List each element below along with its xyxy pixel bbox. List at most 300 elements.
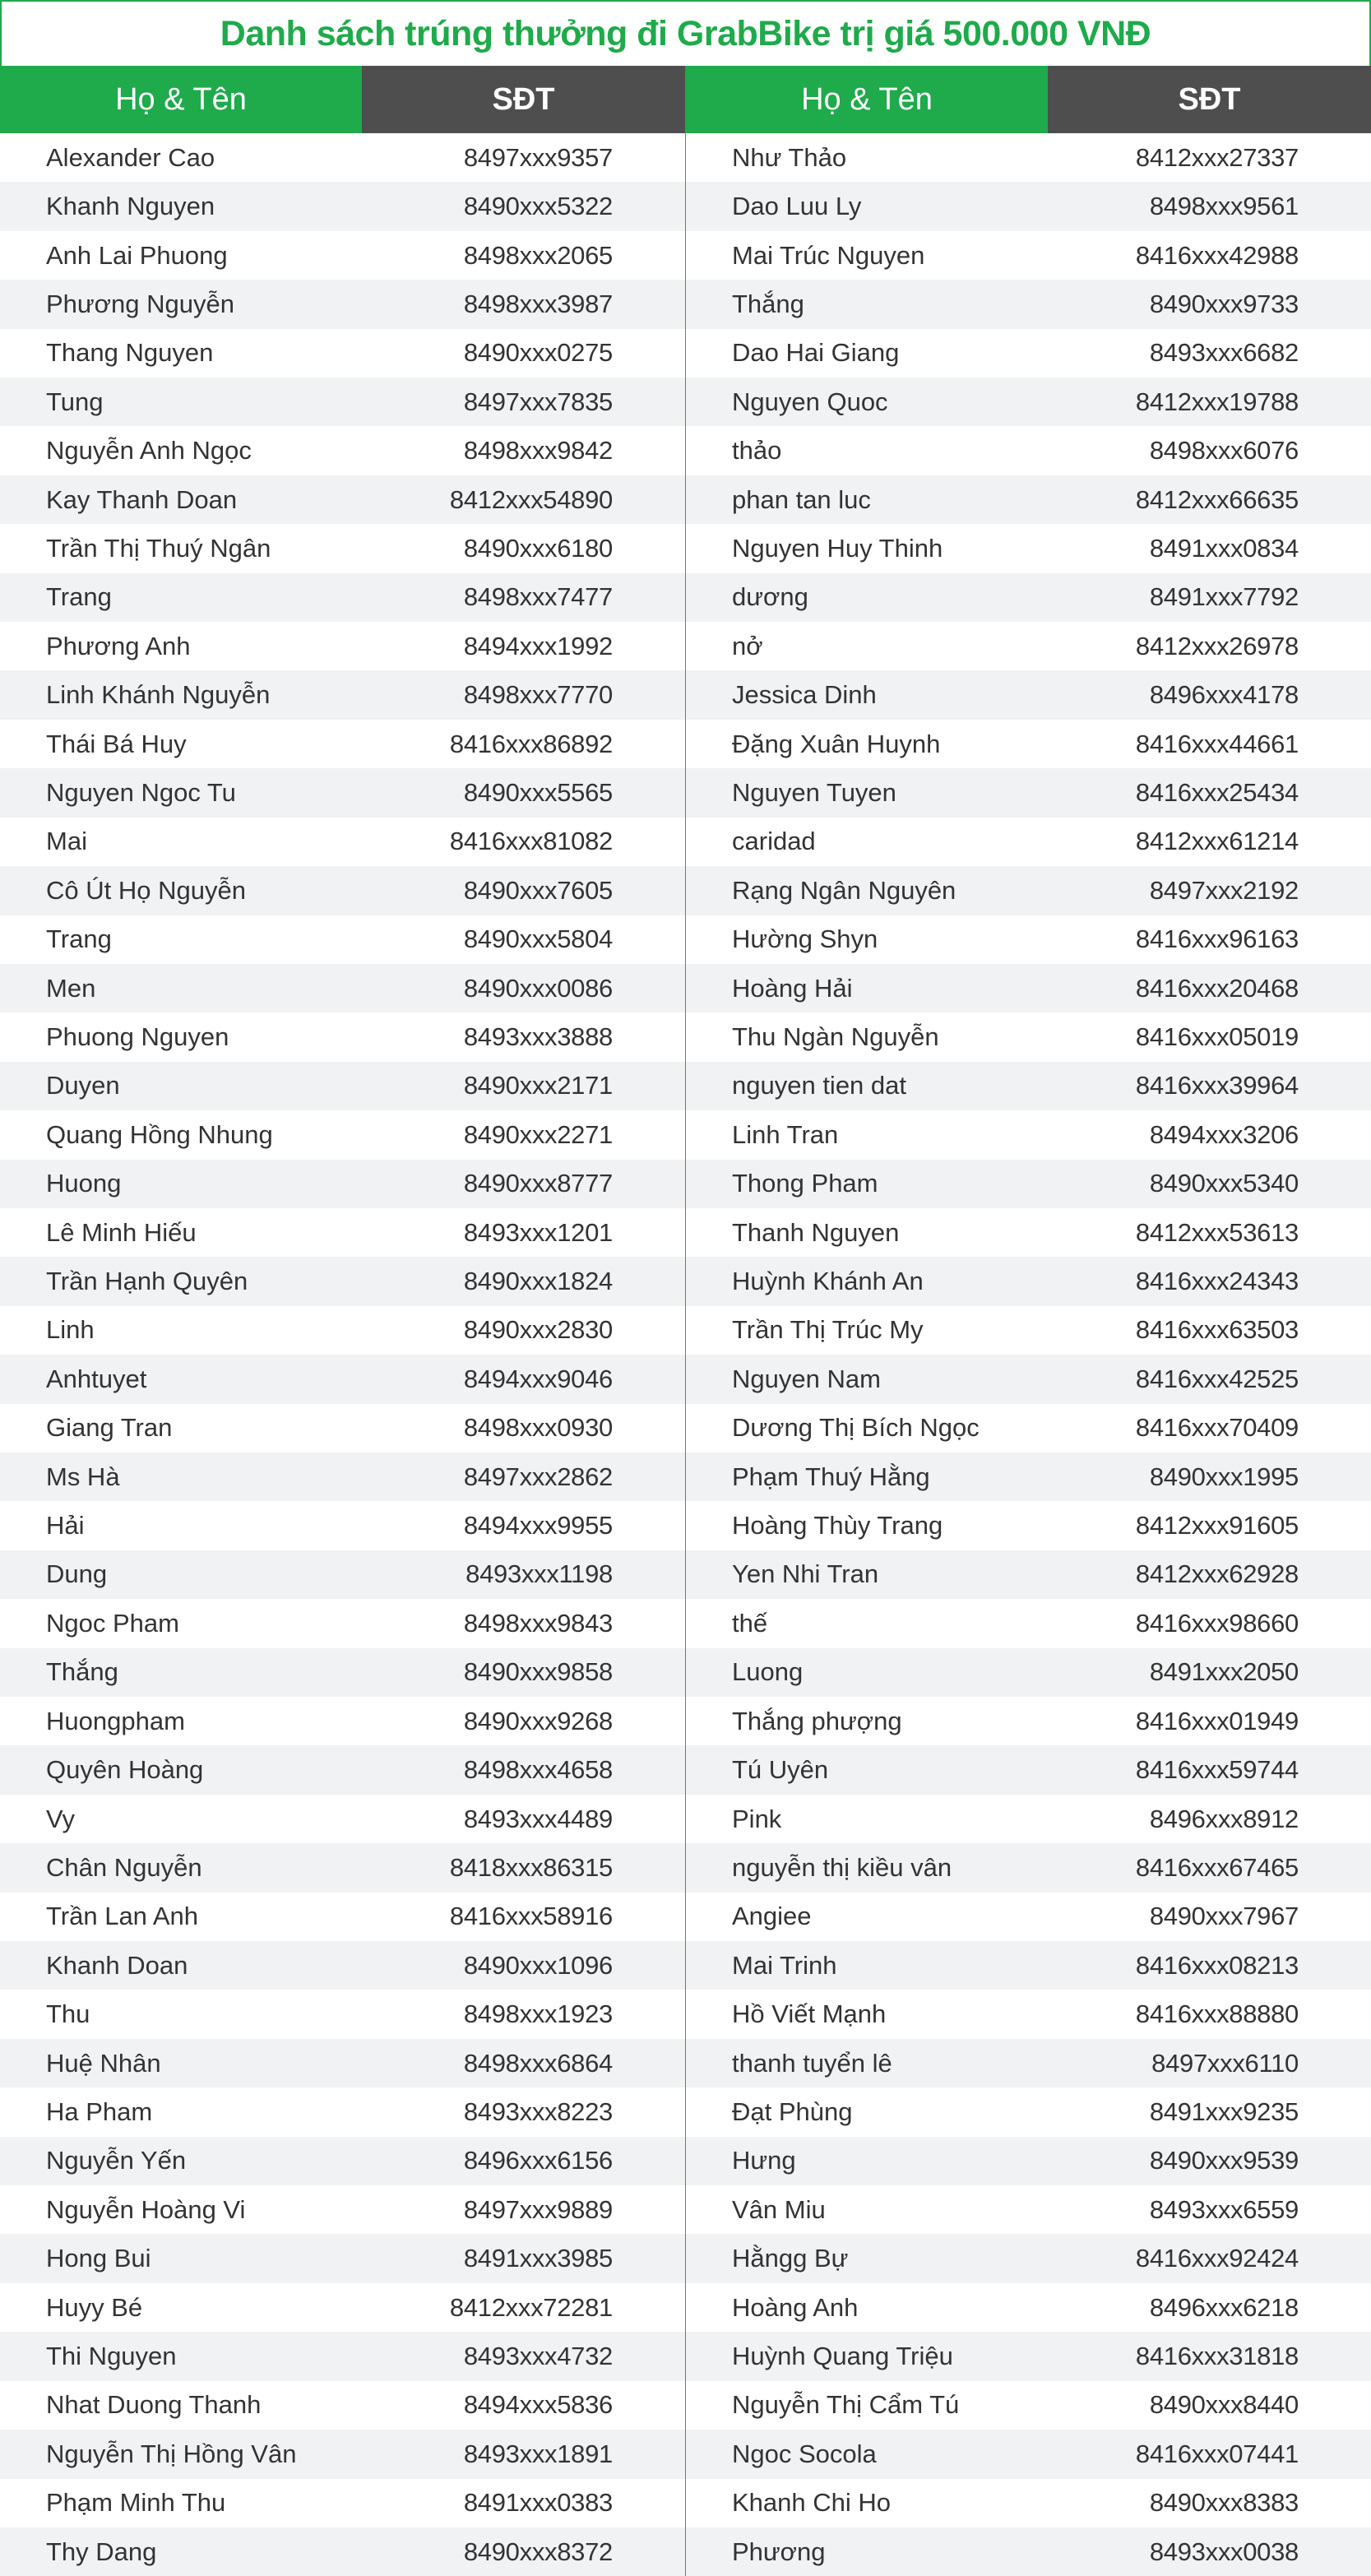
winner-phone: 8496xxx6156 [463, 2146, 613, 2175]
winner-phone: 8491xxx9235 [1149, 2096, 1299, 2126]
winner-name: Mai Trúc Nguyen [732, 240, 925, 270]
winner-name: Trần Hạnh Quyên [46, 1267, 248, 1296]
table-row [686, 2283, 1371, 2332]
winner-name: Thanh Nguyen [732, 1217, 900, 1247]
left-table [0, 66, 685, 2576]
winner-phone: 8412xxx66635 [1135, 484, 1299, 514]
table-row [0, 915, 685, 964]
winner-name: Phương Anh [46, 631, 191, 660]
winner-phone: 8490xxx0086 [463, 973, 613, 1003]
table-row [0, 1990, 685, 2038]
table-row [686, 2185, 1371, 2234]
winner-name: Anh Lai Phuong [46, 240, 228, 270]
winner-phone: 8494xxx1992 [463, 631, 613, 660]
winner-phone: 8493xxx4489 [463, 1804, 613, 1833]
winner-name: Cô Út Họ Nguyễn [46, 875, 246, 905]
table-row [686, 2234, 1371, 2282]
table-row [686, 1257, 1371, 1305]
winner-phone: 8412xxx61214 [1135, 827, 1299, 856]
winner-name: Hồ Viết Mạnh [732, 1999, 887, 2029]
winner-phone: 8416xxx31818 [1135, 2341, 1299, 2370]
table-row [686, 1110, 1371, 1159]
winner-phone: 8498xxx4658 [463, 1755, 613, 1785]
table-row [0, 2137, 685, 2185]
table-row [0, 1893, 685, 1941]
winner-phone: 8490xxx6180 [463, 533, 613, 563]
winner-phone: 8493xxx1198 [465, 1559, 613, 1589]
winner-name: Vy [46, 1804, 76, 1833]
table-row [686, 378, 1371, 426]
table-row [686, 2527, 1371, 2576]
winner-name: Dao Luu Ly [732, 192, 862, 221]
winner-phone: 8416xxx24343 [1135, 1267, 1299, 1296]
winner-phone: 8491xxx3985 [463, 2244, 613, 2273]
table-row [686, 622, 1371, 670]
winner-name: Hong Bui [46, 2244, 151, 2273]
winner-phone: 8490xxx2271 [463, 1119, 613, 1149]
winner-name: Huyy Bé [46, 2292, 143, 2322]
table-row [686, 2332, 1371, 2380]
table-row [0, 280, 685, 328]
winner-phone: 8490xxx7967 [1149, 1902, 1299, 1931]
winner-phone: 8497xxx2862 [463, 1462, 613, 1491]
winner-name: dương [732, 582, 808, 612]
table-row [0, 475, 685, 524]
winner-name: Anhtuyet [46, 1364, 147, 1393]
winner-name: Quyên Hoàng [46, 1755, 204, 1785]
winner-name: Huỳnh Khánh An [732, 1267, 924, 1296]
table-row [0, 2283, 685, 2332]
winner-phone: 8490xxx1995 [1149, 1462, 1299, 1491]
winner-name: Dung [46, 1559, 108, 1589]
winner-phone: 8490xxx8777 [463, 1169, 613, 1198]
winner-name: Tú Uyên [732, 1755, 829, 1785]
table-row [0, 1501, 685, 1550]
winner-phone: 8416xxx67465 [1135, 1852, 1299, 1882]
table-row [0, 2381, 685, 2430]
table-row [686, 133, 1371, 182]
winner-phone: 8412xxx53613 [1135, 1217, 1299, 1247]
winner-phone: 8416xxx25434 [1135, 777, 1299, 807]
winner-phone: 8416xxx44661 [1135, 729, 1299, 758]
winner-name: Thong Pham [732, 1169, 878, 1198]
table-row [686, 1745, 1371, 1794]
winner-phone: 8494xxx3206 [1149, 1119, 1299, 1149]
winner-phone: 8491xxx0834 [1149, 533, 1299, 563]
table-row [0, 329, 685, 378]
column-header-name: Họ & Tên [0, 66, 362, 133]
winner-name: Mai Trinh [732, 1950, 837, 1980]
winner-name: Quang Hồng Nhung [46, 1119, 273, 1149]
winner-name: Thi Nguyen [46, 2341, 177, 2370]
winner-phone: 8416xxx92424 [1135, 2244, 1299, 2273]
winner-name: Trần Lan Anh [46, 1902, 198, 1931]
table-row [0, 1306, 685, 1355]
winner-phone: 8498xxx1923 [463, 1999, 613, 2029]
winner-phone: 8493xxx1201 [463, 1217, 613, 1247]
winner-name: Huỳnh Quang Triệu [732, 2341, 953, 2370]
winner-name: Thang Nguyen [46, 338, 214, 368]
table-row [0, 2527, 685, 2576]
table-row [0, 2087, 685, 2136]
table-row [0, 818, 685, 866]
winner-name: Nguyễn Anh Ngọc [46, 436, 252, 466]
table-row [0, 231, 685, 280]
winner-phone: 8498xxx2065 [463, 240, 613, 270]
winner-name: thảo [732, 436, 782, 466]
winner-phone: 8496xxx6218 [1149, 2292, 1299, 2322]
winner-phone: 8412xxx26978 [1135, 631, 1299, 660]
table-row [0, 378, 685, 426]
winner-name: Nguyễn Thị Cẩm Tú [732, 2390, 960, 2420]
winner-name: Yen Nhi Tran [732, 1559, 879, 1589]
winner-phone: 8416xxx63503 [1135, 1315, 1299, 1345]
winner-name: Thu Ngàn Nguyễn [732, 1022, 939, 1052]
table-row [0, 1208, 685, 1257]
winner-name: Hoàng Hải [732, 973, 853, 1003]
winner-phone: 8490xxx9539 [1149, 2146, 1299, 2175]
winner-phone: 8498xxx0930 [463, 1413, 613, 1443]
table-row [686, 1501, 1371, 1550]
table-row [686, 915, 1371, 964]
winner-phone: 8416xxx08213 [1135, 1950, 1299, 1980]
table-row [0, 720, 685, 768]
table-row [0, 1697, 685, 1745]
winner-phone: 8498xxx3987 [463, 289, 613, 318]
table-row [686, 1355, 1371, 1403]
winner-name: Ngoc Socola [732, 2439, 877, 2468]
winner-name: Ha Pham [46, 2096, 153, 2126]
winner-phone: 8416xxx96163 [1135, 924, 1299, 954]
winner-name: Hằngg Bự [732, 2244, 849, 2273]
table-row [0, 2332, 685, 2380]
winner-phone: 8416xxx81082 [449, 827, 613, 856]
table-row [0, 2234, 685, 2282]
winner-phone: 8490xxx8383 [1149, 2488, 1299, 2518]
winner-phone: 8490xxx1096 [463, 1950, 613, 1980]
winner-name: Thu [46, 1999, 90, 2029]
table-row [686, 1012, 1371, 1061]
winner-phone: 8416xxx70409 [1135, 1413, 1299, 1443]
winner-phone: 8416xxx39964 [1135, 1071, 1299, 1100]
winner-phone: 8496xxx4178 [1149, 680, 1299, 710]
winner-phone: 8416xxx42988 [1135, 240, 1299, 270]
table-row [686, 231, 1371, 280]
winner-phone: 8493xxx6559 [1149, 2194, 1299, 2224]
page-title: Danh sách trúng thưởng đi GrabBike trị giá 500.000 VNĐ [0, 0, 1371, 66]
winner-phone: 8416xxx86892 [449, 729, 613, 758]
winner-phone: 8498xxx9843 [463, 1608, 613, 1638]
winner-phone: 8412xxx19788 [1135, 387, 1299, 416]
winner-name: nở [732, 631, 763, 660]
winner-name: Trần Thị Thuý Ngân [46, 533, 271, 563]
winner-name: Jessica Dinh [732, 680, 877, 710]
table-row [686, 1697, 1371, 1745]
table-row [686, 475, 1371, 524]
table-row [0, 1257, 685, 1305]
winner-name: Thái Bá Huy [46, 729, 187, 758]
table-row [686, 182, 1371, 230]
winner-phone: 8493xxx1891 [463, 2439, 613, 2468]
winner-name: Trang [46, 582, 112, 612]
winner-phone: 8498xxx9842 [463, 436, 613, 466]
winner-name: Khanh Chi Ho [732, 2488, 892, 2518]
table-row [0, 133, 685, 182]
table-row [686, 2381, 1371, 2430]
table-row [0, 1795, 685, 1843]
winner-name: Hường Shyn [732, 924, 878, 954]
table-header [686, 66, 1371, 133]
winner-name: Men [46, 973, 96, 1003]
winner-phone: 8490xxx2830 [463, 1315, 613, 1345]
winner-phone: 8416xxx20468 [1135, 973, 1299, 1003]
table-row [686, 524, 1371, 572]
winner-phone: 8490xxx9733 [1149, 289, 1299, 318]
table-row [0, 1404, 685, 1452]
winner-phone: 8490xxx1824 [463, 1267, 613, 1296]
winner-name: Thy Dang [46, 2537, 157, 2566]
winner-name: Dương Thị Bích Ngọc [732, 1413, 980, 1443]
table-row [0, 866, 685, 915]
winner-phone: 8490xxx7605 [463, 875, 613, 905]
table-row [686, 768, 1371, 817]
winner-phone: 8416xxx07441 [1135, 2439, 1299, 2468]
table-row [686, 720, 1371, 768]
table-row [686, 1550, 1371, 1599]
winner-name: Thắng [732, 289, 804, 318]
winner-name: Chân Nguyễn [46, 1852, 202, 1882]
winner-phone: 8490xxx5340 [1149, 1169, 1299, 1198]
winner-name: Dao Hai Giang [732, 338, 900, 368]
winner-phone: 8493xxx4732 [463, 2341, 613, 2370]
winner-name: Phương Nguyễn [46, 289, 234, 318]
winner-phone: 8497xxx9889 [463, 2194, 613, 2224]
table-row [0, 1941, 685, 1990]
table-row [0, 524, 685, 572]
right-table [686, 66, 1371, 2576]
table-row [686, 1452, 1371, 1501]
winner-name: nguyen tien dat [732, 1071, 907, 1100]
winner-phone: 8412xxx72281 [449, 2292, 613, 2322]
winners-tables [0, 66, 1371, 2576]
table-row [686, 280, 1371, 328]
table-row [686, 818, 1371, 866]
winner-phone: 8493xxx3888 [463, 1022, 613, 1052]
winner-name: Hải [46, 1511, 85, 1541]
table-row [0, 573, 685, 622]
winner-name: Ngoc Pham [46, 1608, 179, 1638]
winner-name: Nhat Duong Thanh [46, 2390, 262, 2420]
table-row [686, 1599, 1371, 1647]
table-row [686, 1648, 1371, 1697]
winner-name: Hoàng Thùy Trang [732, 1511, 943, 1541]
winner-name: Nguyen Nam [732, 1364, 881, 1393]
winner-phone: 8493xxx0038 [1149, 2537, 1299, 2566]
winner-phone: 8493xxx8223 [463, 2096, 613, 2126]
winner-name: Kay Thanh Doan [46, 484, 238, 514]
winner-name: Lê Minh Hiếu [46, 1217, 197, 1247]
winner-phone: 8416xxx59744 [1135, 1755, 1299, 1785]
column-header-phone: SĐT [362, 66, 685, 133]
table-row [686, 964, 1371, 1012]
winner-name: phan tan luc [732, 484, 871, 514]
winner-name: Pink [732, 1804, 782, 1833]
winner-name: Hưng [732, 2146, 796, 2175]
winner-phone: 8416xxx42525 [1135, 1364, 1299, 1393]
winner-name: Như Thảo [732, 142, 847, 172]
table-row [0, 1648, 685, 1697]
winner-phone: 8418xxx86315 [449, 1852, 613, 1882]
winner-name: thế [732, 1608, 768, 1638]
table-row [0, 1452, 685, 1501]
winner-name: Luong [732, 1657, 804, 1687]
winner-phone: 8498xxx9561 [1149, 192, 1299, 221]
table-row [0, 2185, 685, 2234]
winner-name: Linh Khánh Nguyễn [46, 680, 271, 710]
winner-phone: 8412xxx91605 [1135, 1511, 1299, 1541]
winner-name: Phạm Thuý Hằng [732, 1462, 930, 1491]
winner-phone: 8490xxx5804 [463, 924, 613, 954]
winner-name: Hoàng Anh [732, 2292, 859, 2322]
winner-phone: 8494xxx5836 [463, 2390, 613, 2420]
table-row [0, 1599, 685, 1647]
table-row [686, 1843, 1371, 1892]
table-row [0, 1745, 685, 1794]
table-row [0, 2430, 685, 2478]
winner-name: Phương [732, 2537, 826, 2566]
winner-name: Mai [46, 827, 87, 856]
table-row [0, 1355, 685, 1403]
winner-name: Nguyen Quoc [732, 387, 888, 416]
winner-name: nguyễn thị kiều vân [732, 1852, 952, 1882]
winner-name: Huong [46, 1169, 122, 1198]
winner-phone: 8412xxx62928 [1135, 1559, 1299, 1589]
winner-name: Giang Tran [46, 1413, 173, 1443]
table-row [0, 768, 685, 817]
table-row [0, 1160, 685, 1208]
winner-name: Đạt Phùng [732, 2096, 853, 2126]
winner-name: Angiee [732, 1902, 812, 1931]
table-row [686, 1306, 1371, 1355]
winner-phone: 8497xxx6110 [1151, 2048, 1299, 2078]
winner-phone: 8490xxx9268 [463, 1706, 613, 1735]
winner-phone: 8416xxx01949 [1135, 1706, 1299, 1735]
table-row [0, 1062, 685, 1110]
winner-phone: 8490xxx8372 [463, 2537, 613, 2566]
right-rows [686, 133, 1371, 2576]
winner-phone: 8491xxx0383 [463, 2488, 613, 2518]
winner-phone: 8490xxx5565 [463, 777, 613, 807]
table-row [0, 426, 685, 475]
table-row [0, 1843, 685, 1892]
winner-phone: 8416xxx98660 [1135, 1608, 1299, 1638]
winner-phone: 8416xxx88880 [1135, 1999, 1299, 2029]
winner-phone: 8491xxx7792 [1149, 582, 1299, 612]
winner-name: Alexander Cao [46, 142, 215, 172]
winner-name: Vân Miu [732, 2194, 826, 2224]
table-row [686, 866, 1371, 915]
table-row [0, 1550, 685, 1599]
winner-name: Rạng Ngân Nguyên [732, 875, 956, 905]
winner-name: Nguyen Ngoc Tu [46, 777, 236, 807]
winner-name: Tung [46, 387, 104, 416]
winner-phone: 8493xxx6682 [1149, 338, 1299, 368]
table-row [686, 2479, 1371, 2527]
table-row [686, 2137, 1371, 2185]
winner-name: Trang [46, 924, 112, 954]
winner-name: Thắng phượng [732, 1706, 902, 1735]
winner-name: Khanh Doan [46, 1950, 188, 1980]
table-row [686, 2430, 1371, 2478]
winner-name: Phuong Nguyen [46, 1022, 229, 1052]
table-row [0, 622, 685, 670]
winner-name: Trần Thị Trúc My [732, 1315, 924, 1345]
table-row [0, 2039, 685, 2087]
column-header-phone: SĐT [1048, 66, 1371, 133]
winner-phone: 8491xxx2050 [1149, 1657, 1299, 1687]
winner-phone: 8412xxx54890 [449, 484, 613, 514]
winner-name: Phạm Minh Thu [46, 2488, 226, 2518]
table-row [686, 1208, 1371, 1257]
winner-name: Linh Tran [732, 1119, 839, 1149]
winner-name: Linh [46, 1315, 95, 1345]
winner-phone: 8494xxx9046 [463, 1364, 613, 1393]
table-row [0, 182, 685, 230]
winner-name: Nguyen Huy Thinh [732, 533, 943, 563]
table-row [0, 1012, 685, 1061]
left-rows [0, 133, 685, 2576]
table-row [686, 1404, 1371, 1452]
table-row [686, 1893, 1371, 1941]
winner-phone: 8416xxx05019 [1135, 1022, 1299, 1052]
table-row [686, 1795, 1371, 1843]
winner-name: Đặng Xuân Huynh [732, 729, 941, 758]
winner-name: thanh tuyển lê [732, 2048, 892, 2078]
table-row [686, 426, 1371, 475]
winner-phone: 8490xxx2171 [463, 1071, 613, 1100]
table-row [686, 670, 1371, 719]
winner-phone: 8490xxx8440 [1149, 2390, 1299, 2420]
winner-name: Khanh Nguyen [46, 192, 215, 221]
winner-phone: 8412xxx27337 [1135, 142, 1299, 172]
winner-phone: 8497xxx7835 [463, 387, 613, 416]
winner-name: Duyen [46, 1071, 120, 1100]
winner-phone: 8498xxx6076 [1149, 436, 1299, 466]
table-row [0, 2479, 685, 2527]
table-row [0, 1110, 685, 1159]
winner-name: Ms Hà [46, 1462, 120, 1491]
table-row [0, 670, 685, 719]
winner-phone: 8490xxx5322 [463, 192, 613, 221]
table-row [686, 1990, 1371, 2038]
winner-name: Thắng [46, 1657, 118, 1687]
winner-name: Nguyễn Yến [46, 2146, 187, 2175]
winner-phone: 8490xxx9858 [463, 1657, 613, 1687]
table-row [686, 329, 1371, 378]
winner-name: Nguyen Tuyen [732, 777, 896, 807]
winner-name: Nguyễn Hoàng Vi [46, 2194, 246, 2224]
table-row [686, 1062, 1371, 1110]
winner-phone: 8498xxx7477 [463, 582, 613, 612]
column-header-name: Họ & Tên [686, 66, 1048, 133]
table-row [686, 2087, 1371, 2136]
winner-phone: 8416xxx58916 [449, 1902, 613, 1931]
table-row [686, 1160, 1371, 1208]
winner-phone: 8497xxx2192 [1149, 875, 1299, 905]
winner-name: Huongpham [46, 1706, 185, 1735]
table-row [686, 1941, 1371, 1990]
winner-phone: 8490xxx0275 [463, 338, 613, 368]
